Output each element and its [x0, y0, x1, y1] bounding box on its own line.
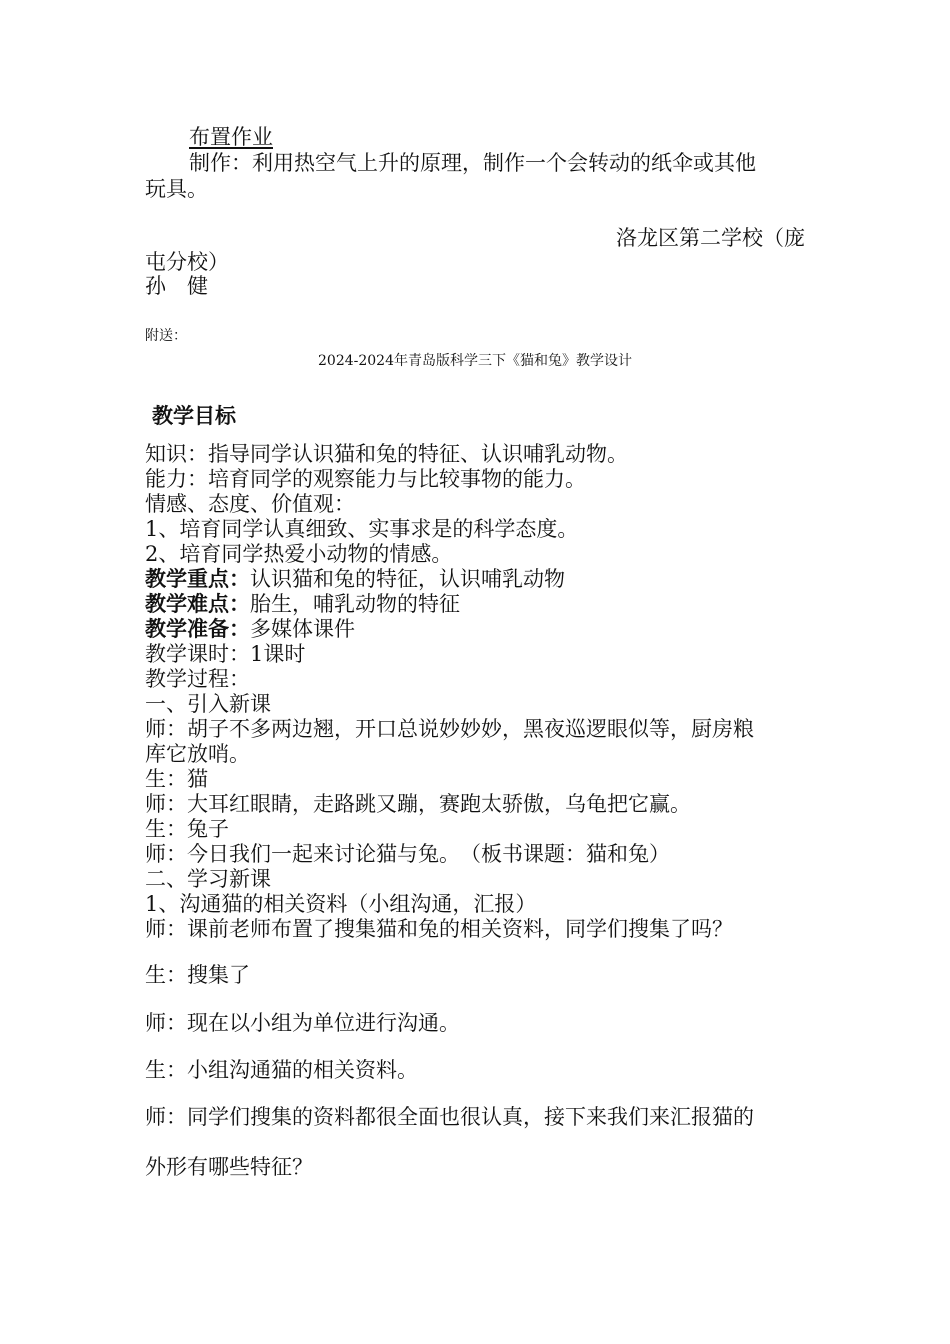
difficulties-label: 教学难点：	[145, 592, 250, 616]
homework-task-line1: 制作：利用热空气上升的原理，制作一个会转动的纸伞或其他	[189, 151, 756, 175]
school-name-line1: 洛龙区第二学校（庞	[616, 226, 805, 250]
teacher-line-4: 师：课前老师布置了搜集猫和兔的相关资料，同学们搜集了吗？	[145, 917, 733, 941]
homework-title: 布置作业	[189, 125, 273, 149]
key-points-label: 教学重点：	[145, 567, 250, 591]
difficulties-line	[145, 592, 810, 617]
goal-emotion-heading: 情感、态度、价值观：	[145, 492, 355, 516]
teaching-goals-heading: 教学目标	[152, 404, 236, 428]
goal-emotion-1: 1、培育同学认真细致、实事求是的科学态度。	[145, 517, 579, 541]
homework-task-line2: 玩具。	[145, 177, 208, 201]
section1-heading: 一、引入新课	[145, 692, 271, 716]
student-line-4: 生：小组沟通猫的相关资料。	[145, 1058, 418, 1082]
teacher-line-6a: 师：同学们搜集的资料都很全面也很认真，接下来我们来汇报猫的	[145, 1105, 754, 1129]
teacher-line-1b: 库它放哨。	[145, 742, 250, 766]
teacher-line-3: 师：今日我们一起来讨论猫与兔。 （板书课题：猫和兔）	[145, 842, 670, 866]
teacher-line-6b: 外形有哪些特征？	[145, 1155, 313, 1179]
appendix-label: 附送：	[145, 328, 187, 344]
student-line-1: 生：猫	[145, 767, 208, 791]
key-points-line	[145, 567, 810, 592]
subsection-1: 1、沟通猫的相关资料（小组沟通，汇报）	[145, 892, 537, 916]
teacher-line-2: 师：大耳红眼睛，走路跳又蹦，赛跑太骄傲，乌龟把它赢。	[145, 792, 691, 816]
teaching-periods: 教学课时：1课时	[145, 642, 306, 666]
goal-knowledge: 知识：指导同学认识猫和兔的特征、认识哺乳动物。	[145, 442, 628, 466]
goal-ability: 能力：培育同学的观察能力与比较事物的能力。	[145, 467, 586, 491]
student-line-2: 生：兔子	[145, 817, 229, 841]
author-name: 孙 健	[145, 274, 208, 298]
preparation-value: 多媒体课件	[250, 617, 355, 641]
difficulties-value: 胎生，哺乳动物的特征	[250, 592, 460, 616]
section2-heading: 二、学习新课	[145, 867, 271, 891]
school-name-line2: 屯分校）	[145, 250, 229, 274]
key-points-value: 认识猫和兔的特征，认识哺乳动物	[250, 567, 565, 591]
document-title: 2024-2024年青岛版科学三下《猫和兔》教学设计	[318, 353, 632, 369]
teacher-line-5: 师：现在以小组为单位进行沟通。	[145, 1011, 460, 1035]
teacher-line-1a: 师：胡子不多两边翘，开口总说妙妙妙，黑夜巡逻眼似等，厨房粮	[145, 717, 754, 741]
process-heading: 教学过程：	[145, 667, 250, 691]
goal-emotion-2: 2、培育同学热爱小动物的情感。	[145, 542, 453, 566]
student-line-3: 生：搜集了	[145, 963, 250, 987]
preparation-label: 教学准备：	[145, 617, 250, 641]
preparation-line	[145, 617, 810, 642]
